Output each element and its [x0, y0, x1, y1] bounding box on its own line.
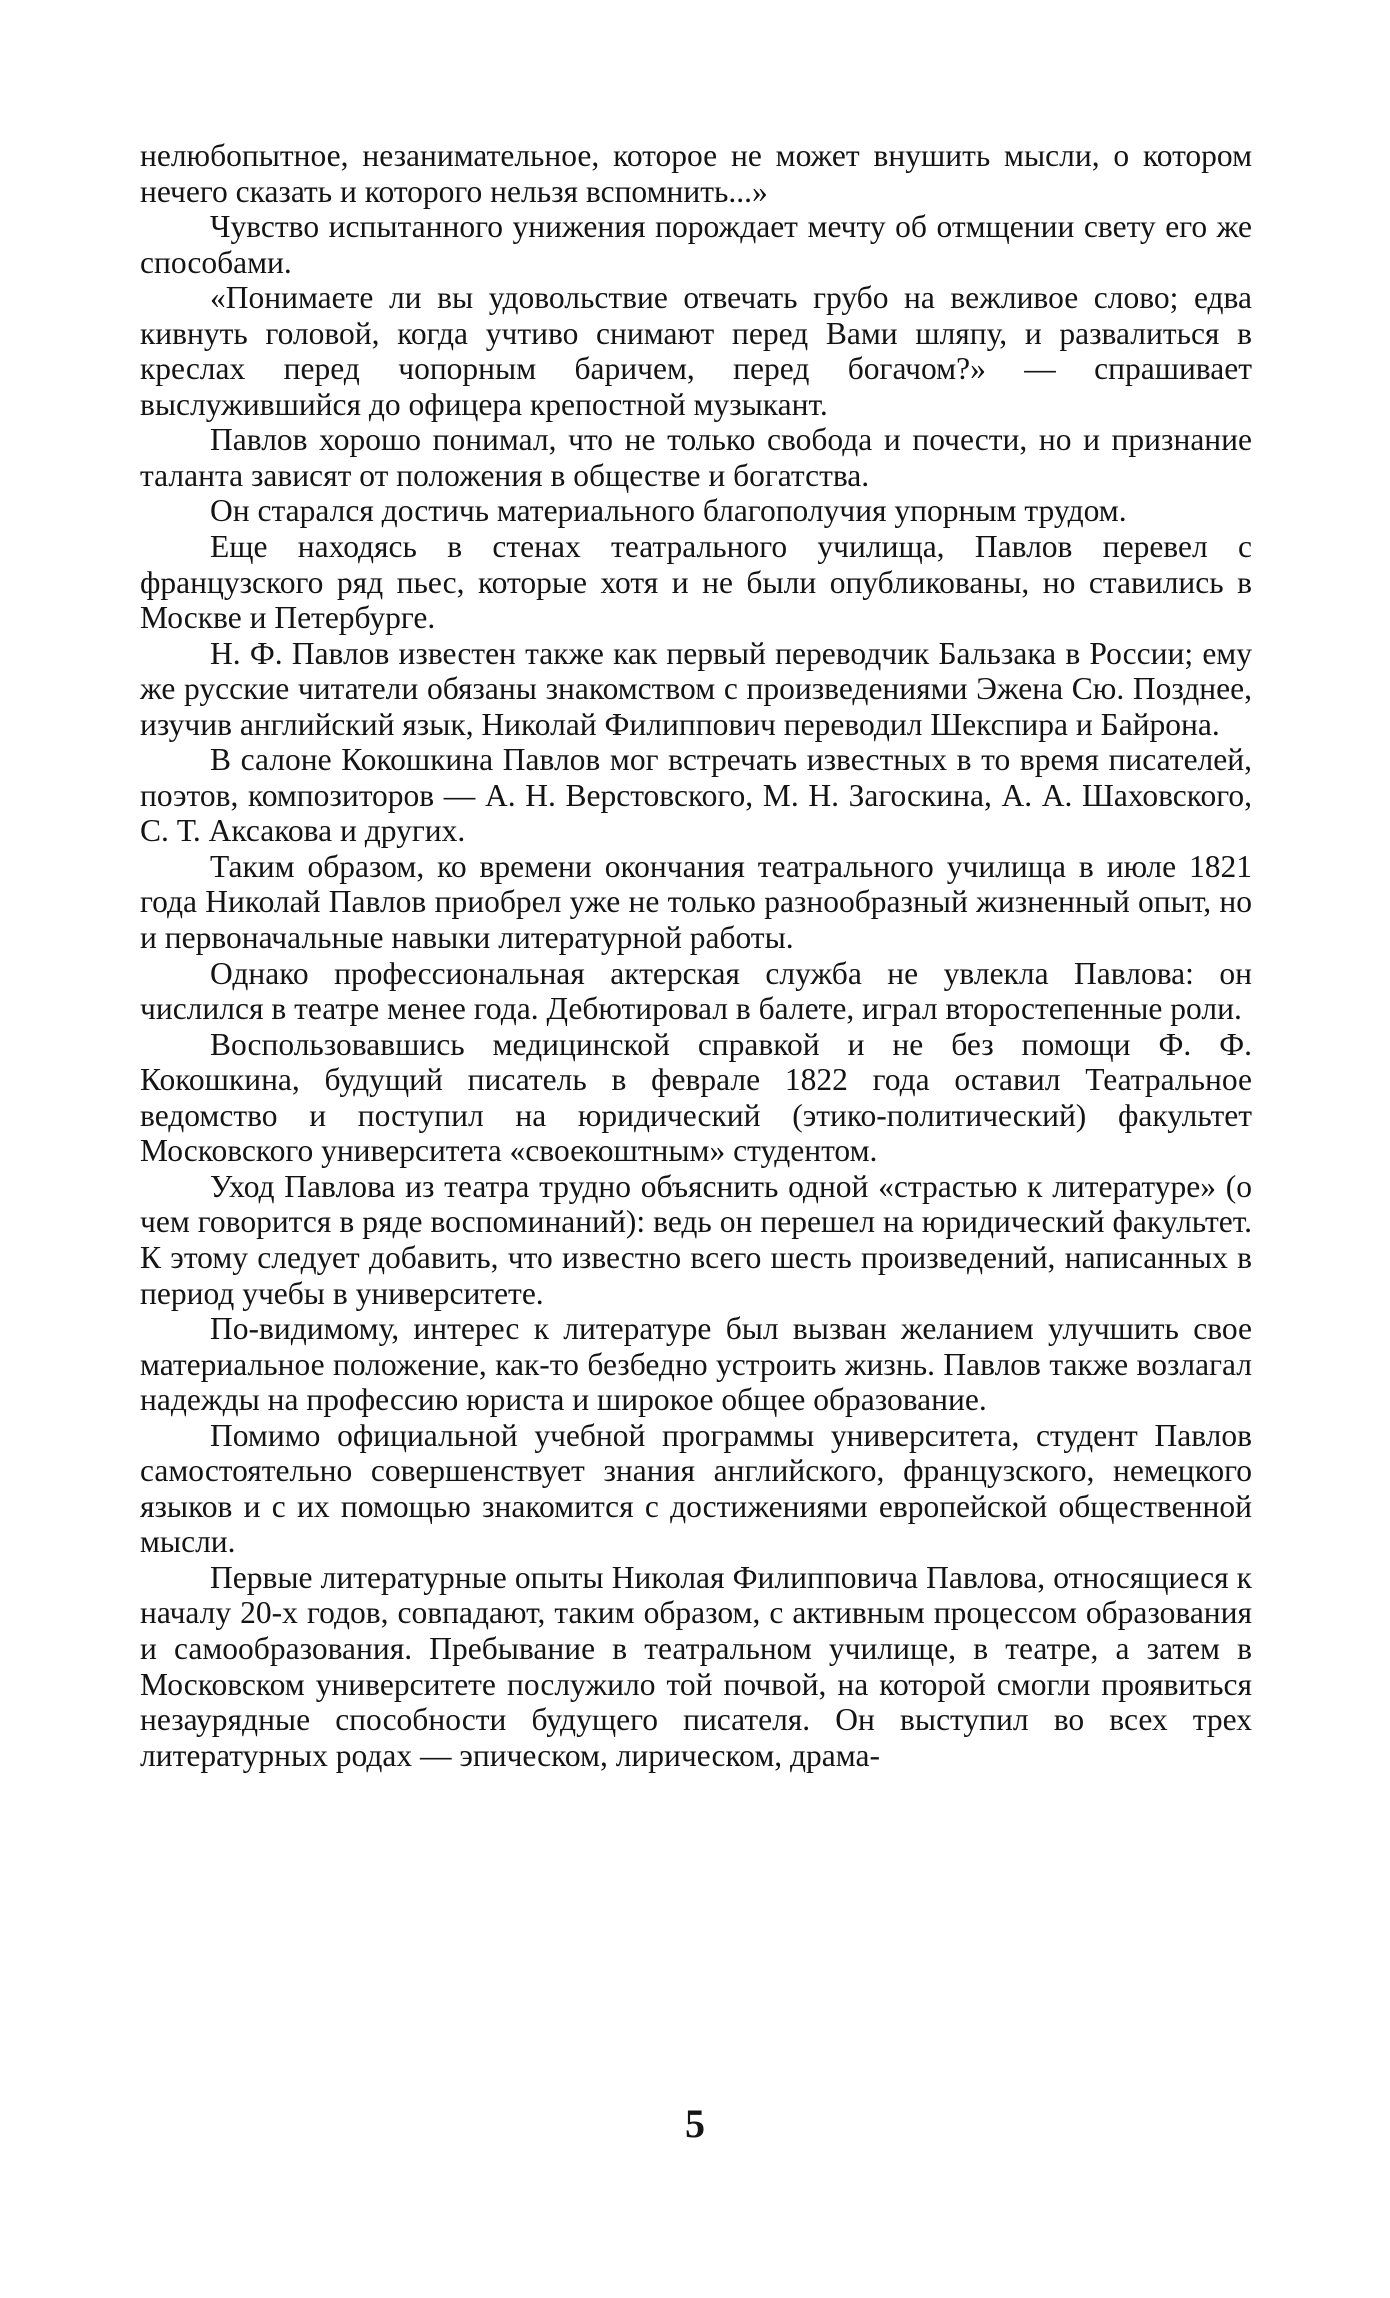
paragraph-9: Таким образом, ко времени окончания театрального училища в июле 1821 года Николай Павлов приобрел уже не только разнообразный жизненный опыт, но и первоначальные навыки литературной работы.: [140, 848, 1252, 956]
paragraph-4: Павлов хорошо понимал, что не только свобода и почести, но и признание таланта зависят от положения в обществе и богатства.: [140, 422, 1252, 493]
paragraph-5: Он старался достичь материального благополучия упорным трудом.: [210, 493, 1127, 529]
paragraph-6: Еще находясь в стенах театрального училища, Павлов перевел с французского ряд пьес, которые хотя и не были опубликованы, но ставились в Москве и Петербурге.: [140, 529, 1252, 636]
paragraph-3: «Понимаете ли вы удовольствие отвечать грубо на вежливое слово; едва кивнуть головой, когда учтиво снимают перед Вами шляпу, и развалиться в креслах перед чопорным баричем, перед богачом?» — спрашивает выслужившийся до офицера крепостной музыкант.: [140, 280, 1252, 422]
paragraph-2: Чувство испытанного унижения порождает мечту об отмщении свету его же способами.: [140, 209, 1252, 280]
paragraph-15: Первые литературные опыты Николая Филипповича Павлова, относящиеся к началу 20-х годов, совпадают, таким образом, с активным процессом образования и самообразования. Пребывание в театральном училище, в театре, а затем в Московском университете послужило той почвой, на которой смогли проявиться незаурядные способности будущего писателя. Он выступил во всех трех литературных родах — эпическом, лирическом, драма-: [140, 1559, 1252, 1773]
page-number: 5: [685, 2101, 705, 2146]
paragraph-10: Однако профессиональная актерская служба не увлекла Павлова: он числился в театре менее года. Дебютировал в балете, играл второстепенные роли.: [140, 955, 1252, 1027]
paragraph-14: Помимо официальной учебной программы университета, студент Павлов самостоятельно совершенствует знания английского, французского, немецкого языков и с их помощью знакомится с достижениями европейской общественной мысли.: [140, 1417, 1252, 1560]
paragraph-7: Н. Ф. Павлов известен также как первый переводчик Бальзака в России; ему же русские читатели обязаны знакомством с произведениями Эжена Сю. Позднее, изучив английский язык, Николай Филиппович переводил Шекспира и Байрона.: [140, 635, 1252, 742]
paragraph-13: По-видимому, интерес к литературе был вызван желанием улучшить свое материальное положение, как-то безбедно устроить жизнь. Павлов также возлагал надежды на профессию юриста и широкое общее образование.: [140, 1311, 1252, 1418]
paragraph-11: Воспользовавшись медицинской справкой и не без помощи Ф. Ф. Кокошкина, будущий писатель в феврале 1822 года оставил Театральное ведомство и поступил на юридический (этико-политический) факультет Московского университета «своекоштным» студентом.: [140, 1026, 1252, 1169]
paragraph-1: нелюбопытное, незанимательное, которое не может внушить мысли, о котором нечего сказать и которого нельзя вспомнить...»: [140, 138, 1252, 209]
paragraph-8: В салоне Кокошкина Павлов мог встречать известных в то время писателей, поэтов, композиторов — А. Н. Верстовского, М. Н. Загоскина, А. А. Шаховского, С. Т. Аксакова и других.: [140, 742, 1252, 849]
paragraph-12: Уход Павлова из театра трудно объяснить одной «страстью к литературе» (о чем говорится в ряде воспоминаний): ведь он перешел на юридический факультет. К этому следует добавить, что известно всего шесть произведений, написанных в период учебы в университете.: [140, 1168, 1252, 1311]
page-body: [140, 138, 1252, 2148]
